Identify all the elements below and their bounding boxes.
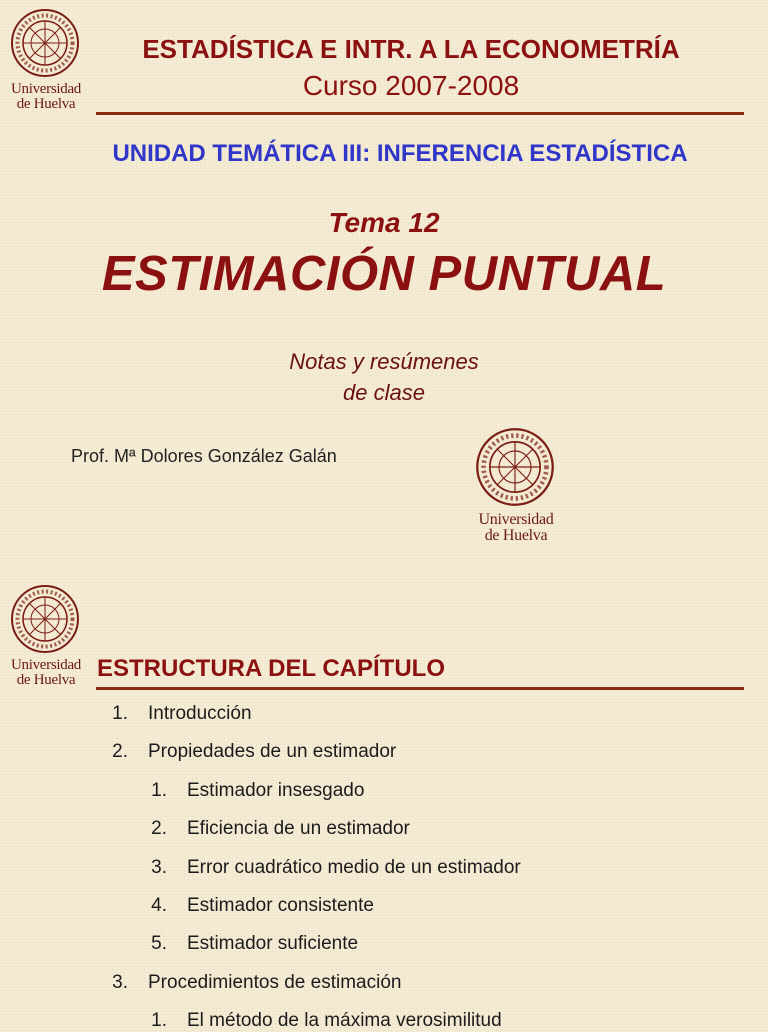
university-seal-icon [10,584,80,654]
university-seal-icon [475,427,555,507]
university-logo-text: Universidad de Huelva [10,657,81,688]
outline-label: El método de la máxima verosimilitud [187,1010,502,1031]
outline-number: 1. [151,780,167,801]
title-divider [96,112,744,115]
tema-number: Tema 12 [328,207,440,238]
outline-label: Propiedades de un estimador [148,741,397,762]
outline-label: Introducción [148,703,252,724]
outline-number: 5. [151,933,167,954]
outline-label: Estimador consistente [187,895,374,916]
outline-number: 3. [151,857,167,878]
unit-heading: UNIDAD TEMÁTICA III: INFERENCIA ESTADÍSTICA [112,140,688,167]
university-logo-text: Universidad de Huelva [10,81,81,112]
outline-number: 2. [151,818,167,839]
outline-label: Procedimientos de estimación [148,972,402,993]
outline-label: Estimador insesgado [187,780,365,801]
section-title: ESTRUCTURA DEL CAPÍTULO [97,655,445,682]
section-divider [96,687,744,690]
course-year: Curso 2007-2008 [302,70,520,101]
outline-label: Estimador suficiente [187,933,359,954]
main-title: ESTIMACIÓN PUNTUAL [101,247,667,301]
outline-number: 4. [151,895,167,916]
outline-number: 1. [112,703,128,724]
outline-label: Eficiencia de un estimador [187,818,410,839]
notes-line-1: Notas y resúmenes [289,349,479,374]
outline-number: 3. [112,972,128,993]
notes-line-2: de clase [343,380,425,405]
course-title: ESTADÍSTICA E INTR. A LA ECONOMETRÍA [142,34,680,64]
outline-number: 1. [151,1010,167,1031]
university-seal-icon [10,8,80,78]
university-logo-text: Universidad de Huelva [478,511,554,544]
outline-number: 2. [112,741,128,762]
slide-2 [0,570,768,1024]
outline-label: Error cuadrático medio de un estimador [187,857,521,878]
professor-name: Prof. Mª Dolores González Galán [71,446,337,466]
